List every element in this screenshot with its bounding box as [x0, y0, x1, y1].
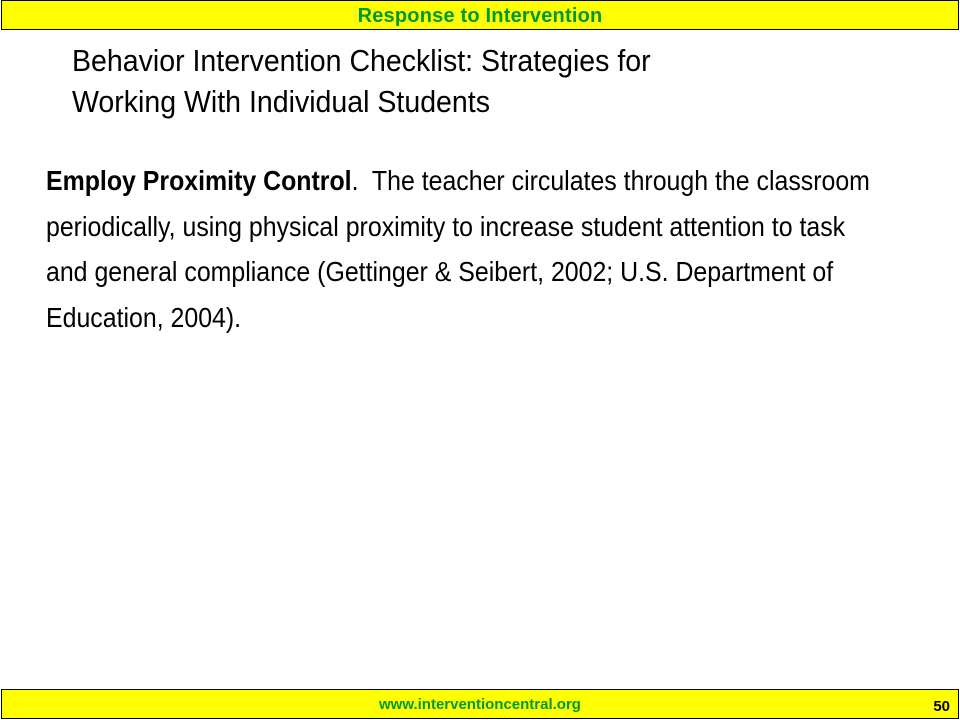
slide-title-line-1: Behavior Intervention Checklist: Strategies for: [72, 43, 651, 78]
slide-title-line-2: Working With Individual Students: [72, 84, 490, 119]
slide-title: [72, 40, 808, 122]
strategy-description: The teacher circulates through the classroom periodically, using physical proximity to increase student attention to task and general compliance (Gettinger & Seibert, 2002; U.S. Department of Education, 2004).: [46, 165, 870, 333]
header-bar: [1, 0, 959, 30]
strategy-punctuation: .: [351, 165, 359, 196]
page-number: 50: [933, 698, 950, 715]
header-title: Response to Intervention: [357, 5, 603, 27]
strategy-paragraph: [46, 158, 879, 340]
strategy-name: Employ Proximity Control: [46, 165, 352, 196]
footer-url: www.interventioncentral.org: [379, 696, 581, 713]
footer-bar: [1, 689, 959, 719]
